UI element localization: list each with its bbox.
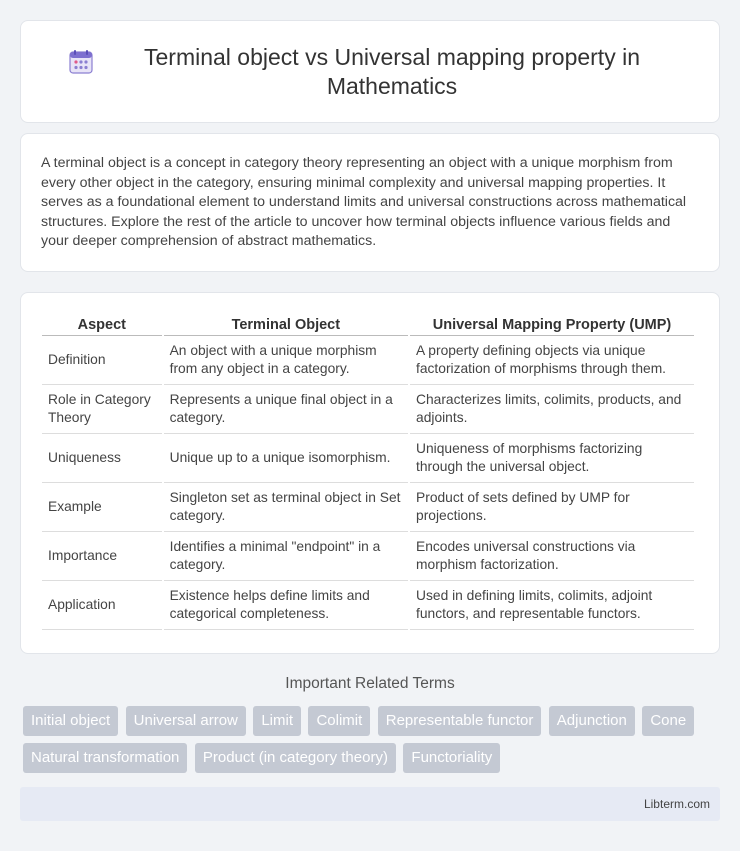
row-aspect: Application [42,581,162,630]
table-row [42,385,694,434]
row-aspect: Importance [42,532,162,581]
row-ump: Used in defining limits, colimits, adjoint functors, and representable functors. [410,581,694,630]
row-ump: Uniqueness of morphisms factorizing through the universal object. [410,434,694,483]
table-row [42,532,694,581]
row-aspect: Uniqueness [42,434,162,483]
tag-product[interactable]: Product (in category theory) [195,743,396,773]
row-ump: A property defining objects via unique factorization of morphisms through them. [410,336,694,385]
row-ump: Product of sets defined by UMP for projections. [410,483,694,532]
footer [20,787,720,821]
row-terminal-object: Represents a unique final object in a category. [164,385,408,434]
row-terminal-object: An object with a unique morphism from any object in a category. [164,336,408,385]
row-terminal-object: Existence helps define limits and categorical completeness. [164,581,408,630]
footer-brand-link[interactable]: Libterm.com [643,797,710,811]
intro-paragraph: A terminal object is a concept in category theory representing an object with a unique morphism from every other object in the category, ensuring minimal complexity and universal mapping properties. It serves as a foundational element to understand limits and universal constructions across mathematical structures. Explore the rest of the article to uncover how terminal objects influence various fields and your deeper comprehension of abstract mathematics. [41,155,687,250]
table-row [42,434,694,483]
row-terminal-object: Identifies a minimal "endpoint" in a category. [164,532,408,581]
tag-colimit[interactable]: Colimit [308,706,370,736]
page-title: Terminal object vs Universal mapping property in Mathematics [144,43,640,99]
row-terminal-object: Singleton set as terminal object in Set category. [164,483,408,532]
tag-adjunction[interactable]: Adjunction [549,706,635,736]
tag-natural-transformation[interactable]: Natural transformation [23,743,187,773]
table-row [42,336,694,385]
tag-functoriality[interactable]: Functoriality [403,743,500,773]
table-row [42,581,694,630]
header-ump: Universal Mapping Property (UMP) [410,313,694,336]
row-aspect: Example [42,483,162,532]
comparison-table-card [20,292,720,654]
related-tags [23,706,723,780]
row-ump: Characterizes limits, colimits, products, and adjoints. [410,385,694,434]
tag-universal-arrow[interactable]: Universal arrow [126,706,246,736]
tag-initial-object[interactable]: Initial object [23,706,118,736]
tag-cone[interactable]: Cone [642,706,694,736]
row-ump: Encodes universal constructions via morphism factorization. [410,532,694,581]
row-aspect: Role in Category Theory [42,385,162,434]
tag-representable-functor[interactable]: Representable functor [378,706,542,736]
intro-card [20,133,720,272]
row-terminal-object: Unique up to a unique isomorphism. [164,434,408,483]
table-header-row [42,313,694,336]
table-row [42,483,694,532]
title-card [20,20,720,123]
comparison-table [40,313,696,630]
tag-limit[interactable]: Limit [253,706,301,736]
title-wrap [68,43,672,101]
header-aspect: Aspect [42,313,162,336]
related-terms-title: Important Related Terms [285,675,455,692]
header-terminal-object: Terminal Object [164,313,408,336]
row-aspect: Definition [42,336,162,385]
calendar-icon [68,49,94,75]
